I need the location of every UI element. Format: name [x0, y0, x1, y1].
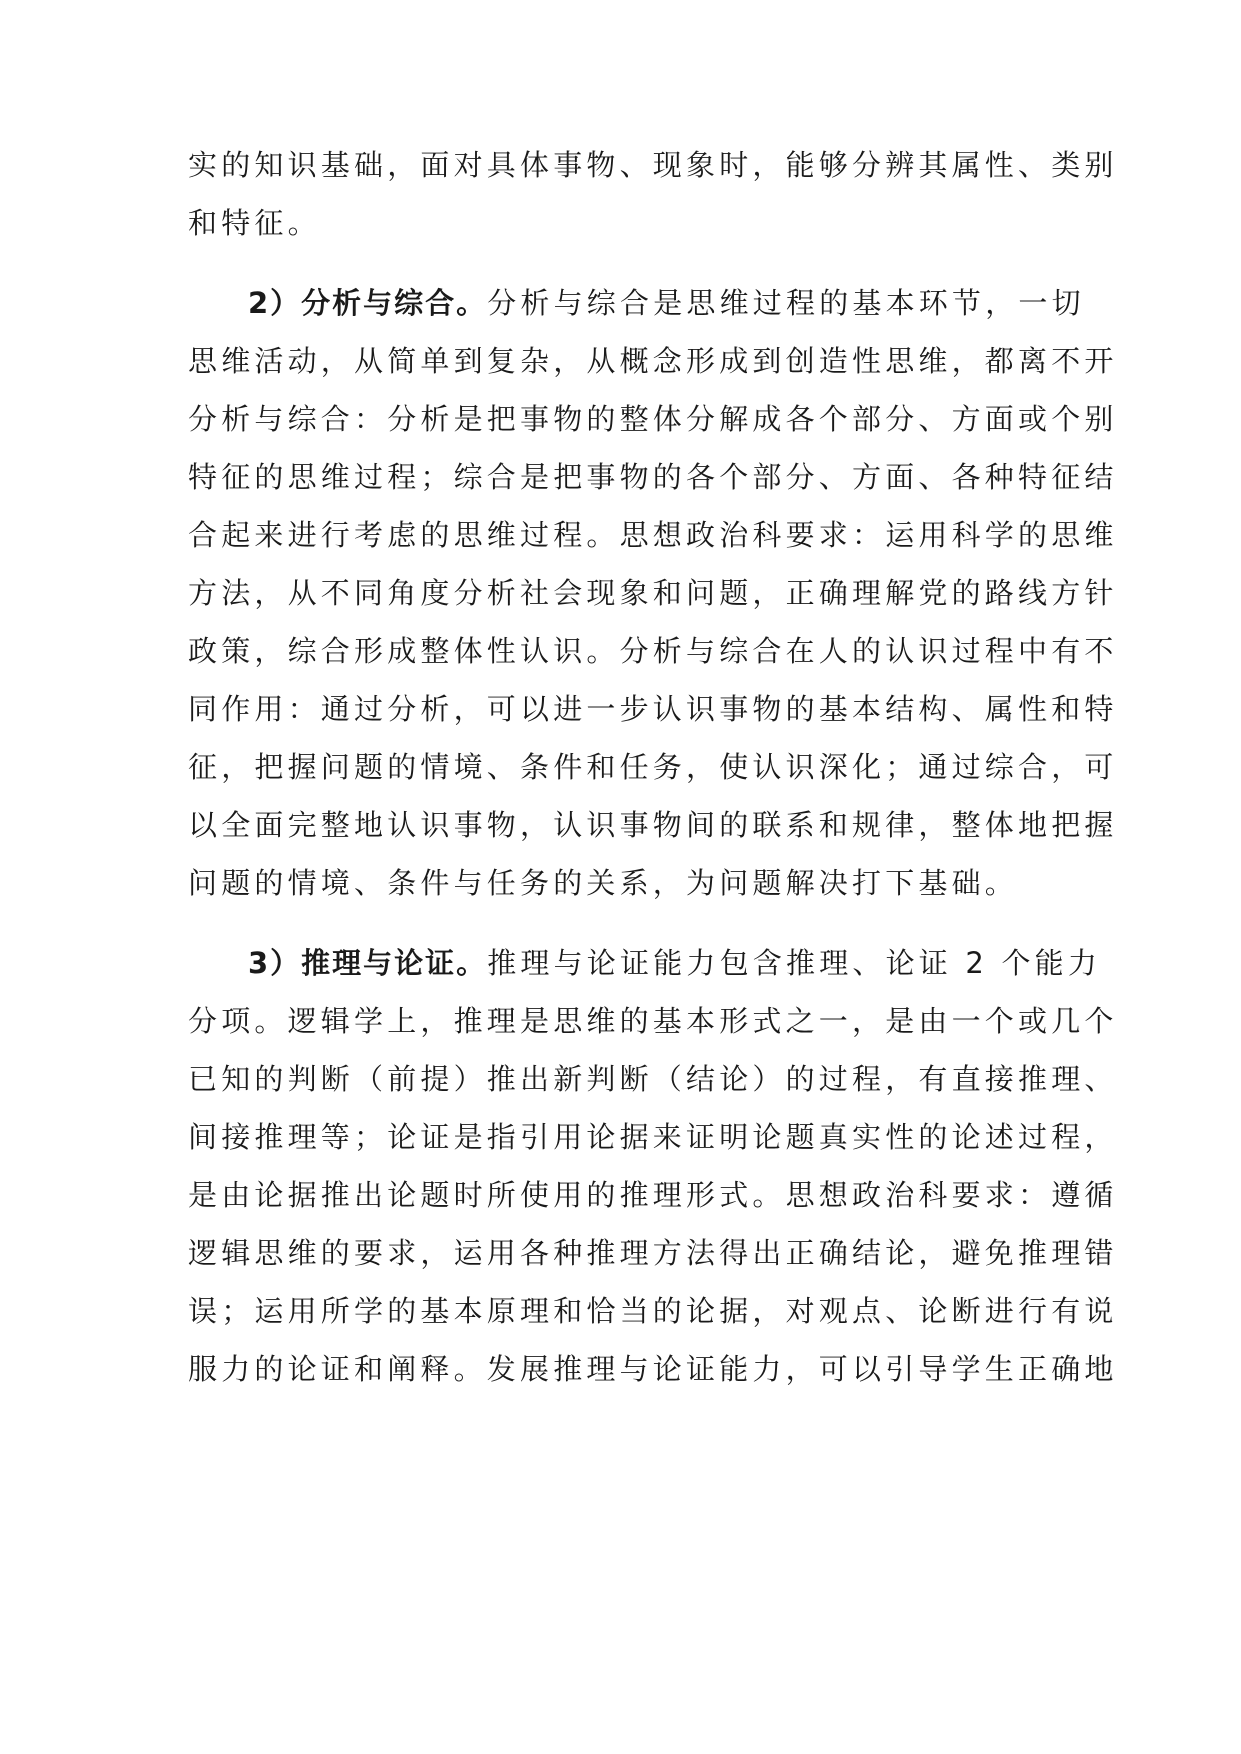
section2-line: 问题的情境、条件与任务的关系，为问题解决打下基础。 — [188, 866, 1019, 900]
section2-line: 特征的思维过程；综合是把事物的各个部分、方面、各种特征结 — [188, 460, 1118, 494]
section2-line: 方法，从不同角度分析社会现象和问题，正确理解党的路线方针 — [188, 576, 1118, 610]
section3-first-line — [248, 940, 1102, 986]
intro-line-1: 实的知识基础，面对具体事物、现象时，能够分辨其属性、类别 — [188, 148, 1118, 182]
section3-first-line-text: 推理与论证能力包含推理、论证 2 个能力 — [487, 946, 1102, 980]
section3-line: 服力的论证和阐释。发展推理与论证能力，可以引导学生正确地 — [188, 1352, 1118, 1386]
section3-line: 是由论据推出论题时所使用的推理形式。思想政治科要求：遵循 — [188, 1178, 1118, 1212]
section2-first-line-text: 分析与综合是思维过程的基本环节，一切 — [487, 286, 1085, 320]
section2-line: 征，把握问题的情境、条件和任务，使认识深化；通过综合，可 — [188, 750, 1118, 784]
section2-line: 分析与综合：分析是把事物的整体分解成各个部分、方面或个别 — [188, 402, 1118, 436]
section2-first-line — [248, 280, 1085, 326]
section3-line: 逻辑思维的要求，运用各种推理方法得出正确结论，避免推理错 — [188, 1236, 1118, 1270]
section2-line: 政策，综合形成整体性认识。分析与综合在人的认识过程中有不 — [188, 634, 1118, 668]
section3-line: 已知的判断（前提）推出新判断（结论）的过程，有直接推理、 — [188, 1062, 1118, 1096]
section2-line: 以全面完整地认识事物，认识事物间的联系和规律，整体地把握 — [188, 808, 1118, 842]
section3-line: 分项。逻辑学上，推理是思维的基本形式之一，是由一个或几个 — [188, 1004, 1118, 1038]
section2-line: 思维活动，从简单到复杂，从概念形成到创造性思维，都离不开 — [188, 344, 1118, 378]
section3-line: 误；运用所学的基本原理和恰当的论据，对观点、论断进行有说 — [188, 1294, 1118, 1328]
section3-line: 间接推理等；论证是指引用论据来证明论题真实性的论述过程， — [188, 1120, 1118, 1154]
section2-heading: 2）分析与综合。 — [248, 286, 488, 320]
section2-line: 同作用：通过分析，可以进一步认识事物的基本结构、属性和特 — [188, 692, 1118, 726]
section3-heading: 3）推理与论证。 — [248, 946, 488, 980]
section2-line: 合起来进行考虑的思维过程。思想政治科要求：运用科学的思维 — [188, 518, 1118, 552]
intro-line-2: 和特征。 — [188, 206, 321, 240]
